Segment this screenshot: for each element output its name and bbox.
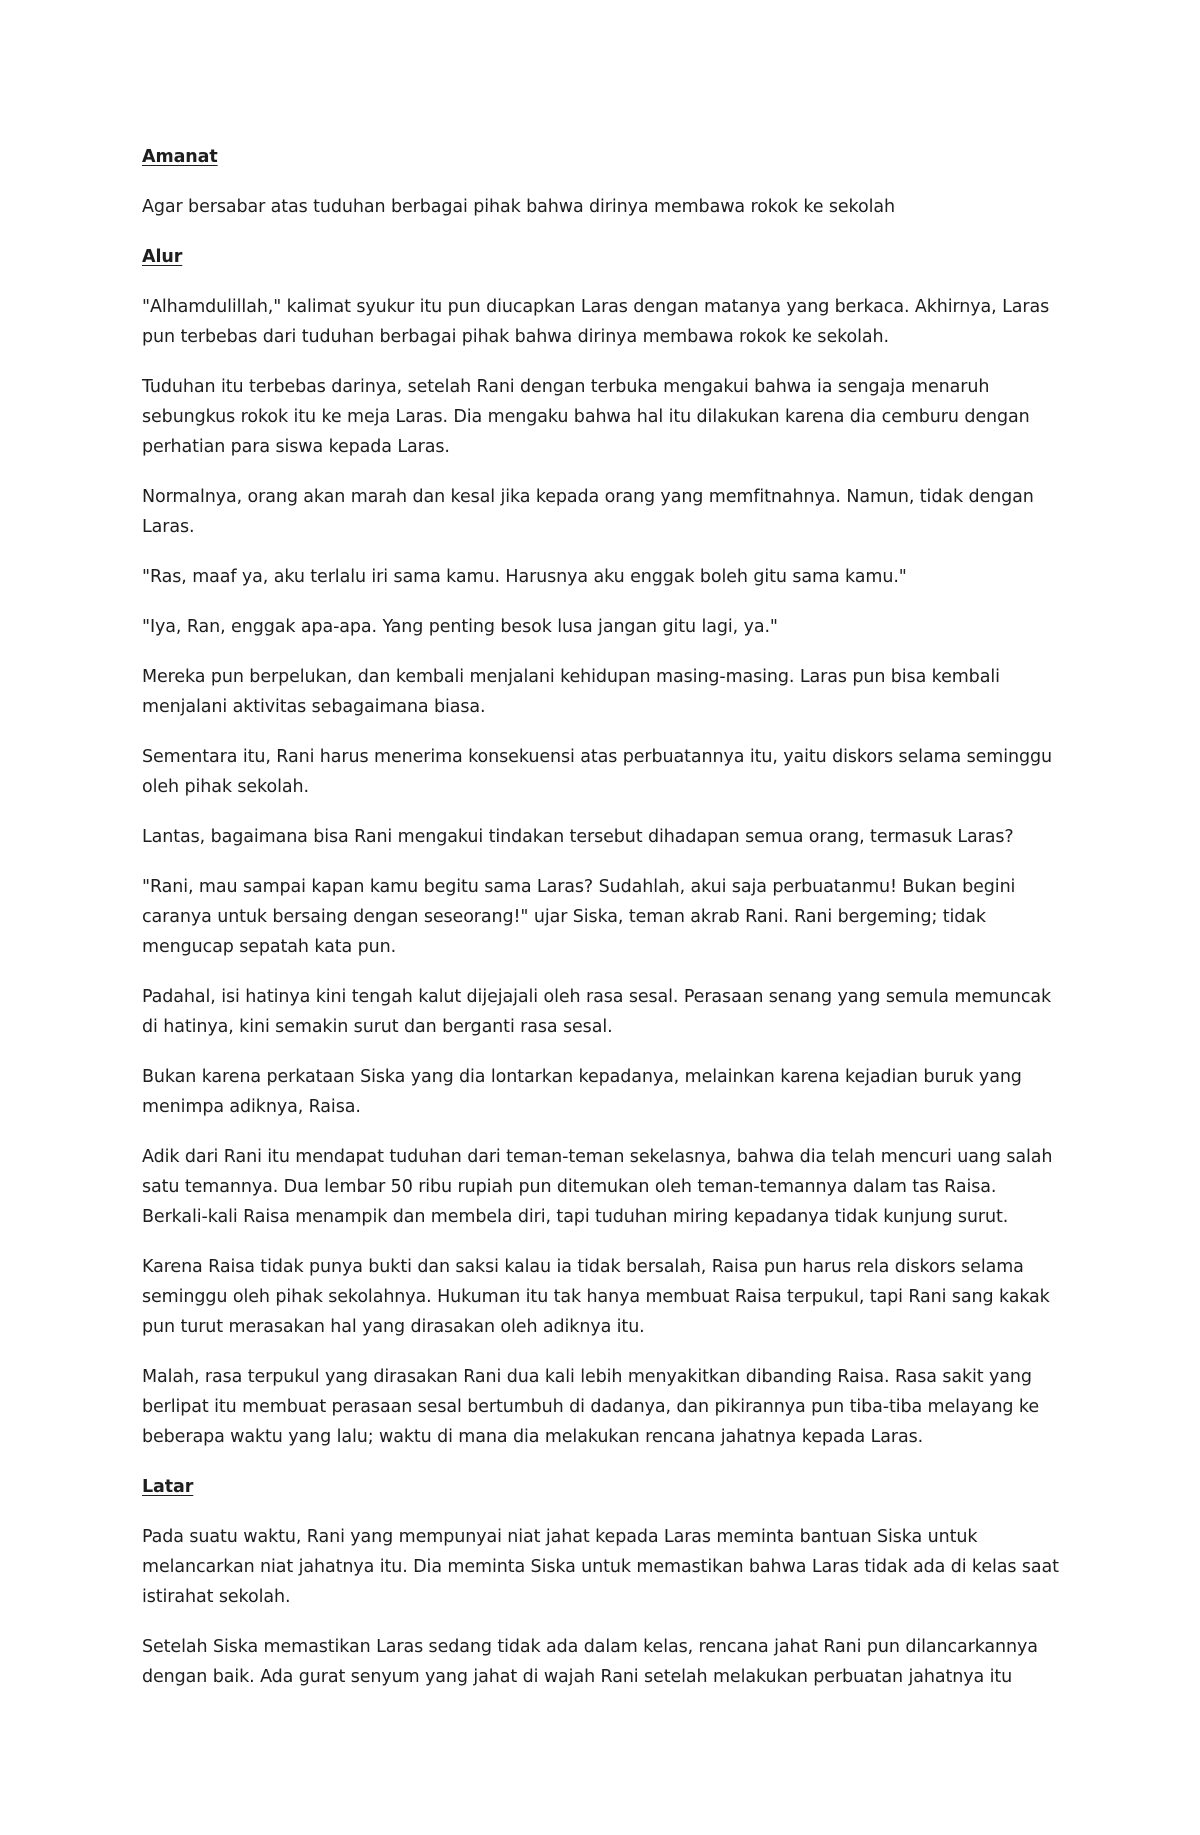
section-heading: Latar	[142, 1477, 194, 1497]
paragraph: "Rani, mau sampai kapan kamu begitu sama Laras? Sudahlah, akui saja perbuatanmu! Bukan begini caranya untuk bersaing dengan seseorang!" ujar Siska, teman akrab Rani. Rani bergeming; tidak mengucap sepatah kata pun.	[142, 877, 1016, 957]
paragraph: Lantas, bagaimana bisa Rani mengakui tindakan tersebut dihadapan semua orang, termasuk Laras?	[142, 827, 1014, 847]
section-heading: Amanat	[142, 147, 218, 167]
paragraph: Setelah Siska memastikan Laras sedang tidak ada dalam kelas, rencana jahat Rani pun dilancarkannya dengan baik. Ada gurat senyum yang jahat di wajah Rani setelah melakukan perbuatan jahatnya itu	[142, 1637, 1038, 1687]
paragraph: "Iya, Ran, enggak apa-apa. Yang penting besok lusa jangan gitu lagi, ya."	[142, 617, 778, 637]
paragraph: Tuduhan itu terbebas darinya, setelah Rani dengan terbuka mengakui bahwa ia sengaja menaruh sebungkus rokok itu ke meja Laras. Dia mengaku bahwa hal itu dilakukan karena dia cemburu dengan perhatian para siswa kepada Laras.	[142, 377, 1030, 457]
section-alur	[142, 242, 1060, 1452]
paragraph: "Alhamdulillah," kalimat syukur itu pun diucapkan Laras dengan matanya yang berkaca. Akhirnya, Laras pun terbebas dari tuduhan berbagai pihak bahwa dirinya membawa rokok ke sekolah.	[142, 297, 1050, 347]
section-latar	[142, 1472, 1060, 1692]
paragraph: Padahal, isi hatinya kini tengah kalut dijejajali oleh rasa sesal. Perasaan senang yang semula memuncak di hatinya, kini semakin surut dan berganti rasa sesal.	[142, 987, 1052, 1037]
paragraph: "Ras, maaf ya, aku terlalu iri sama kamu. Harusnya aku enggak boleh gitu sama kamu."	[142, 567, 907, 587]
paragraph: Pada suatu waktu, Rani yang mempunyai niat jahat kepada Laras meminta bantuan Siska untuk melancarkan niat jahatnya itu. Dia meminta Siska untuk memastikan bahwa Laras tidak ada di kelas saat istirahat sekolah.	[142, 1527, 1059, 1607]
paragraph: Mereka pun berpelukan, dan kembali menjalani kehidupan masing-masing. Laras pun bisa kembali menjalani aktivitas sebagaimana biasa.	[142, 667, 1000, 717]
paragraph: Bukan karena perkataan Siska yang dia lontarkan kepadanya, melainkan karena kejadian buruk yang menimpa adiknya, Raisa.	[142, 1067, 1022, 1117]
section-heading: Alur	[142, 247, 183, 267]
paragraph: Karena Raisa tidak punya bukti dan saksi kalau ia tidak bersalah, Raisa pun harus rela diskors selama seminggu oleh pihak sekolahnya. Hukuman itu tak hanya membuat Raisa terpukul, tapi Rani sang kakak pun turut merasakan hal yang dirasakan oleh adiknya itu.	[142, 1257, 1050, 1337]
paragraph: Adik dari Rani itu mendapat tuduhan dari teman-teman sekelasnya, bahwa dia telah mencuri uang salah satu temannya. Dua lembar 50 ribu rupiah pun ditemukan oleh teman-temannya dalam tas Raisa. Berkali-kali Raisa menampik dan membela diri, tapi tuduhan miring kepadanya tidak kunjung surut.	[142, 1147, 1053, 1227]
document-page	[142, 142, 1060, 1712]
section-amanat	[142, 142, 1060, 222]
paragraph: Agar bersabar atas tuduhan berbagai pihak bahwa dirinya membawa rokok ke sekolah	[142, 197, 895, 217]
paragraph: Malah, rasa terpukul yang dirasakan Rani dua kali lebih menyakitkan dibanding Raisa. Rasa sakit yang berlipat itu membuat perasaan sesal bertumbuh di dadanya, dan pikirannya pun tiba-tiba melayang ke beberapa waktu yang lalu; waktu di mana dia melakukan rencana jahatnya kepada Laras.	[142, 1367, 1039, 1447]
paragraph: Normalnya, orang akan marah dan kesal jika kepada orang yang memfitnahnya. Namun, tidak dengan Laras.	[142, 487, 1034, 537]
paragraph: Sementara itu, Rani harus menerima konsekuensi atas perbuatannya itu, yaitu diskors selama seminggu oleh pihak sekolah.	[142, 747, 1052, 797]
